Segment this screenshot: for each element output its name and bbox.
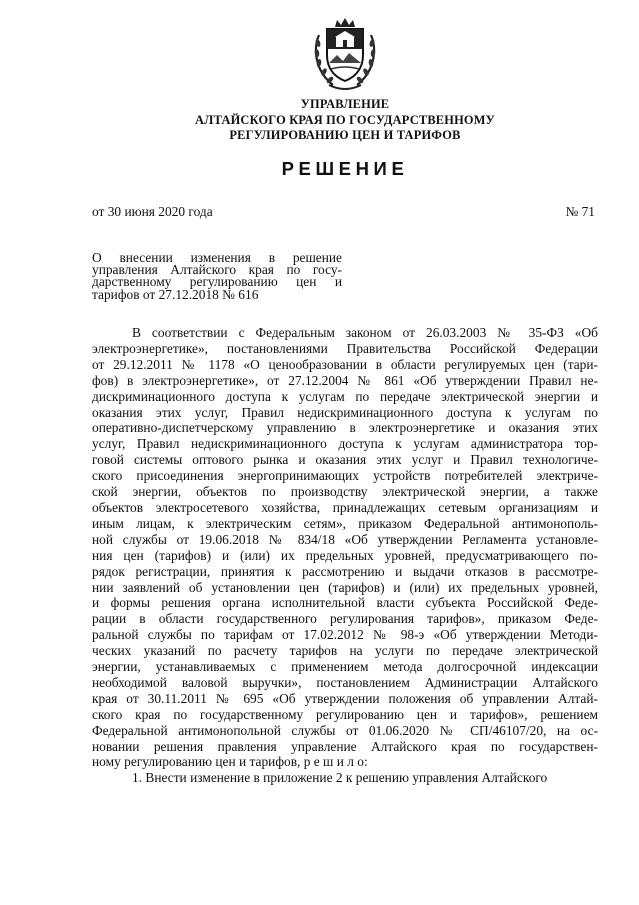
body-line: ному регулированию цен и тарифов, р е ш и л о: (92, 754, 368, 770)
body-line: энергии, устанавливаемых с применением метода долгосрочной индексации (92, 659, 598, 675)
body-line: объектов электросетевого хозяйства, принадлежащих сетевым организациям и (92, 499, 598, 515)
document-number: № 71 (565, 204, 595, 219)
body-line: оказания этих услуг, Правил недискриминационного доступа к услугам по (92, 404, 598, 420)
body-line: ского края по государственному регулированию цен и тарифов», решением (92, 706, 598, 722)
body-line: ния цен (тарифов) и (или) их предельных уровней, предусматривающего по- (92, 547, 598, 563)
body-line: рации в области государственного регулирования тарифов», приказом Феде- (92, 611, 598, 627)
body-line: ной службы от 19.06.2018 № 834/18 «Об утверждении Регламента установле- (92, 531, 598, 547)
body-line: фов) в электроэнергетике», от 27.12.2004 № 861 «Об утверждении Правил не- (92, 372, 598, 388)
body-line: края от 30.11.2011 № 695 «Об утверждении положения об управлении Алтай- (92, 690, 598, 706)
body-line: ческих указаний по расчету тарифов на услуги по передаче электрической (92, 643, 598, 659)
body-line: ральной службы по тарифам от 17.02.2012 № 98-э «Об утверждении Методи- (92, 627, 598, 643)
body-line: рядок регистрации, принятия к рассмотрению и выдачи отказов в рассмотре- (92, 563, 598, 579)
agency-line: РЕГУЛИРОВАНИЮ ЦЕН И ТАРИФОВ (229, 128, 461, 143)
agency-line: АЛТАЙСКОГО КРАЯ ПО ГОСУДАРСТВЕННОМУ (195, 112, 495, 127)
body-line: говой системы оптового рынка и оказания этих услуг и Правил технологиче- (92, 452, 598, 468)
body-line: иным лицам, к электрическим сетям», приказом Федеральной антимонополь- (92, 515, 598, 531)
agency-name (110, 97, 580, 144)
subject-line: управления Алтайского края по госу- (92, 262, 342, 278)
coat-of-arms-icon (309, 15, 381, 91)
body-line: новании решения правления управление Алтайского края по государствен- (92, 738, 598, 754)
document-body (92, 325, 598, 786)
document-subject (92, 252, 342, 301)
agency-line: УПРАВЛЕНИЕ (300, 97, 390, 111)
subject-line: дарственному регулированию цен и (92, 274, 342, 290)
body-line: Федеральной антимонопольной службы от 01.06.2020 № СП/46107/20, на ос- (92, 722, 598, 738)
subject-line: тарифов от 27.12.2018 № 616 (92, 286, 259, 302)
body-line: ской энергии, объектов по производству электрической энергии, а также (92, 484, 598, 500)
body-line: электроэнергетике», постановлениями Правительства Российской Федерации (92, 340, 598, 356)
body-line: и формы решения органа исполнительной власти субъекта Российской Феде- (92, 595, 598, 611)
body-line: нии заявлений об установлении цен (тарифов) и (или) их предельных уровней, (92, 579, 598, 595)
body-line: В соответствии с Федеральным законом от 26.03.2003 № 35-ФЗ «Об (132, 325, 598, 340)
body-line: услуг, Правил недискриминационного доступа к услугам администратора тор- (92, 436, 598, 452)
document-type-title: РЕШЕНИЕ (281, 158, 409, 179)
body-line: дискриминационного доступа к услугам по передаче электрической энергии и (92, 388, 598, 404)
body-line: необходимой валовой выручки», постановлением Администрации Алтайского (92, 674, 598, 690)
body-line: 1. Внести изменение в приложение 2 к решению управления Алтайского (132, 770, 548, 786)
body-line: от 29.12.2011 № 1178 «О ценообразовании в области регулируемых цен (тари- (92, 356, 598, 372)
subject-line: О внесении изменения в решение (92, 250, 342, 265)
document-date: от 30 июня 2020 года (92, 204, 213, 219)
body-line: оперативно-диспетчерскому управлению в электроэнергетике и оказания этих (92, 420, 598, 436)
body-line: ского присоединения энергопринимающих устройств потребителей электриче- (92, 468, 598, 484)
